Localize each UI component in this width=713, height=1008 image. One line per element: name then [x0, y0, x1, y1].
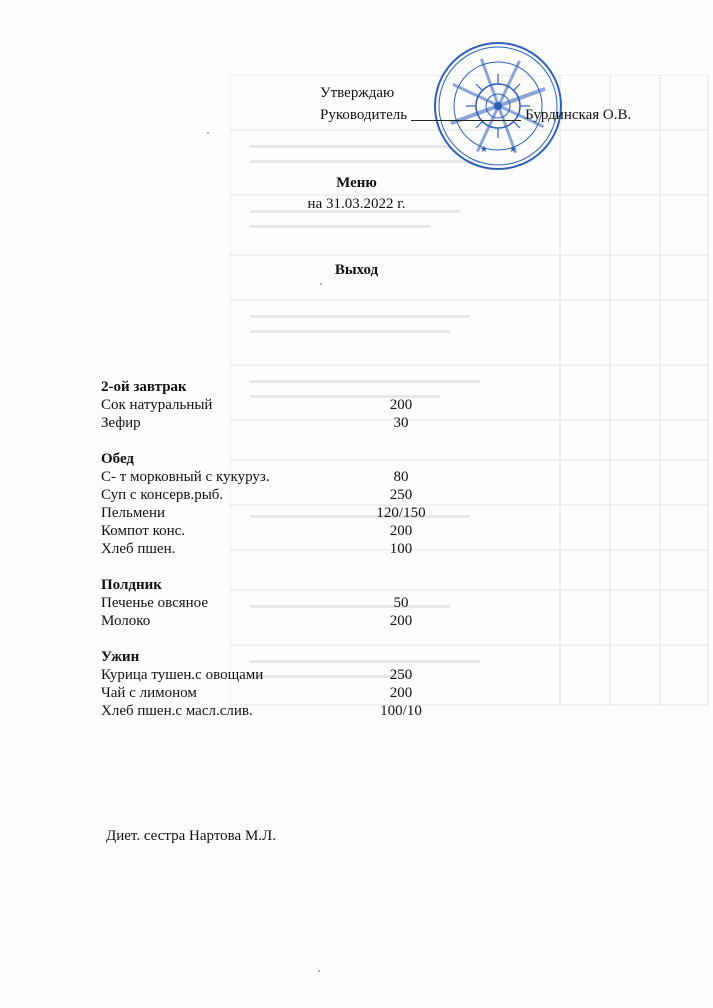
- dish-name: Суп с консерв.рыб.: [101, 487, 224, 503]
- dish-amount: 200: [389, 685, 413, 701]
- dish-amount: 250: [389, 487, 413, 503]
- dish-name: Компот конс.: [101, 523, 186, 539]
- dish-name: Чай с лимоном: [101, 685, 197, 701]
- menu-row: [101, 486, 461, 504]
- dish-amount: 100/10: [380, 703, 422, 719]
- menu-row: [101, 684, 461, 702]
- menu-row: [101, 666, 461, 684]
- dish-amount: 200: [389, 523, 413, 539]
- menu-row: [101, 504, 461, 522]
- meal-section: [101, 576, 461, 630]
- dish-amount: 50: [393, 595, 409, 611]
- meal-title: Полдник: [101, 577, 162, 593]
- role-label: Руководитель: [320, 107, 408, 123]
- dish-name: Хлеб пшен.с масл.слив.: [101, 703, 253, 719]
- dish-name: Курица тушен.с овощами: [101, 667, 264, 683]
- scan-speck: [320, 283, 322, 285]
- menu-row: [101, 702, 461, 720]
- head-name: Бурдинская О.В.: [525, 107, 632, 123]
- dish-amount: 120/150: [376, 505, 426, 521]
- menu-row: [101, 468, 461, 486]
- dish-name: Зефир: [101, 415, 141, 431]
- dish-amount: 200: [389, 397, 413, 413]
- meal-section: [101, 648, 461, 720]
- svg-text:★: ★: [480, 145, 489, 155]
- menu-row: [101, 594, 461, 612]
- signature-line: [411, 120, 521, 121]
- menu-row: [101, 414, 461, 432]
- dish-name: Молоко: [101, 613, 151, 629]
- dish-amount: 100: [389, 541, 413, 557]
- dish-amount: 200: [389, 613, 413, 629]
- approval-block: [320, 82, 631, 126]
- dish-amount: 80: [393, 469, 409, 485]
- meal-title: Ужин: [101, 649, 140, 665]
- document-date: на 31.03.2022 г.: [307, 196, 406, 212]
- menu-row: [101, 612, 461, 630]
- meal-section: [101, 378, 461, 432]
- dish-name: С- т морковный с кукуруз.: [101, 469, 270, 485]
- approve-label: Утверждаю: [320, 85, 395, 101]
- menu-row: [101, 522, 461, 540]
- dish-name: Сок натуральный: [101, 397, 213, 413]
- approver-line: [320, 104, 631, 126]
- meal-title: 2-ой завтрак: [101, 379, 187, 395]
- menu-row: [101, 396, 461, 414]
- dish-name: Пельмени: [101, 505, 166, 521]
- dish-name: Хлеб пшен.: [101, 541, 176, 557]
- yield-header: Выход: [334, 262, 379, 278]
- menu-list: [101, 378, 461, 738]
- svg-text:★: ★: [509, 145, 518, 155]
- meal-title: Обед: [101, 451, 135, 467]
- dish-amount: 30: [393, 415, 409, 431]
- scan-speck: [318, 970, 320, 972]
- menu-row: [101, 540, 461, 558]
- meal-section: [101, 450, 461, 558]
- dish-amount: 250: [389, 667, 413, 683]
- scan-speck: [207, 132, 209, 134]
- dish-name: Печенье овсяное: [101, 595, 209, 611]
- document-title: Меню: [336, 175, 377, 191]
- dietitian-signature: Диет. сестра Нартова М.Л.: [106, 828, 276, 844]
